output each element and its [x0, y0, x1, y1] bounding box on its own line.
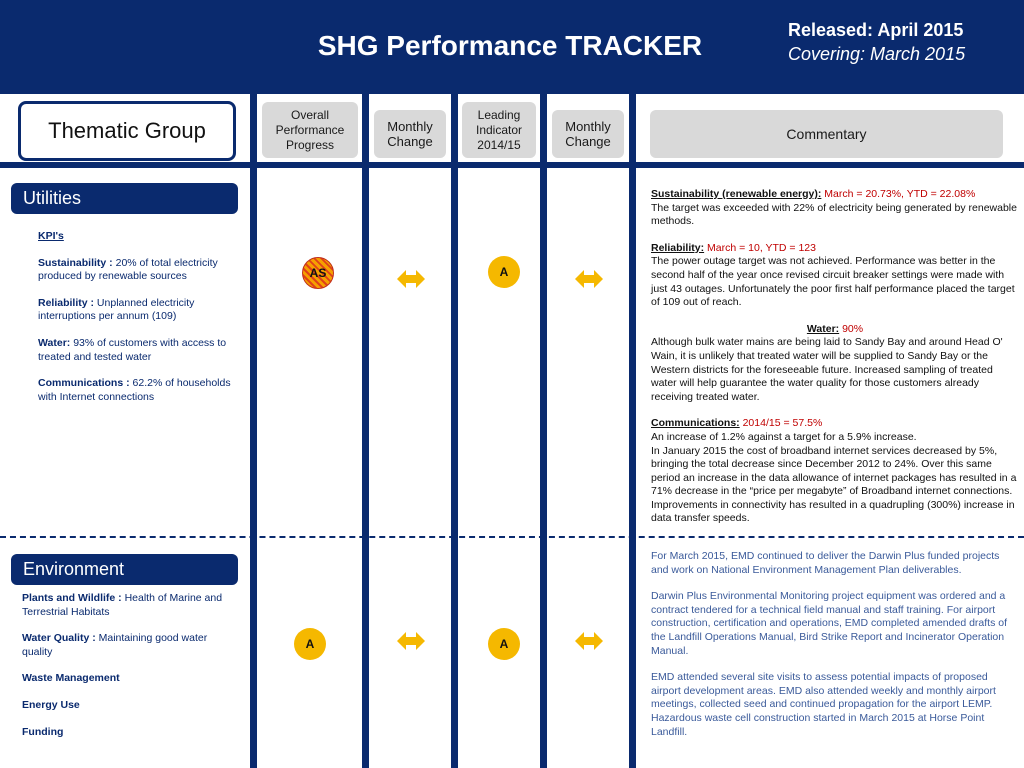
leading-status-indicator: A — [488, 256, 520, 288]
column-divider — [629, 94, 636, 768]
environment-label: Environment — [11, 554, 238, 585]
utilities-commentary: Sustainability (renewable energy): March = 20.73%, YTD = 22.08% The target was exceeded with 22% of electricity being generated by renewable methods. Reliability: March = 10, YTD = 123 The power outage target was not achieved. Performance was better in the second half of the year once revised circuit breaker settings were made with just 43 outages. Unfortunately the poor first half performance placed the target of 109 out of reach. Water: 90% Although bulk water mains are being laid to Sandy Bay and around Head O' Wain, it is unlikely that treated water will be supplied to Sandy Bay or the Western districts for the foreseeable future. Increased sampling of treated water will help guarantee the water quality for those customers already receiving treated water. Communications: 2014/15 = 57.5% An increase of 1.2% against a target for a 5.9% increase. In January 2015 the cost of broadband internet services decreased by 5%, bringing the total decrease since December 2012 to 24%. Over this same period an increase in the data allowance of internet packages has resulted in a 71% decrease in the “price per megabyte” of Broadband internet connections. Improvements in connectivity has resulted in a quadrupling (300%) increase in data transfer speeds. — [651, 188, 1017, 525]
overall-progress-header: Overall Performance Progress — [262, 102, 358, 158]
kpi-item: Reliability : Unplanned electricity interruptions per annum (109) — [38, 296, 195, 323]
column-divider — [451, 94, 458, 768]
overall-status-indicator: AS — [302, 257, 334, 289]
leading-indicator-header: Leading Indicator 2014/15 — [462, 102, 536, 158]
kpi-item: Sustainability : 20% of total electricity produced by renewable sources — [38, 256, 218, 283]
overall-status-indicator: A — [294, 628, 326, 660]
column-divider — [362, 94, 369, 768]
environment-kpi-list — [22, 592, 232, 739]
utilities-kpi-list — [38, 230, 238, 404]
column-divider — [540, 94, 547, 768]
kpi-item: Energy Use — [22, 698, 80, 711]
double-arrow-icon — [575, 630, 603, 652]
page-title: SHG Performance TRACKER — [317, 30, 703, 61]
leading-status-indicator: A — [488, 628, 520, 660]
kpi-item: Waste Management — [22, 672, 120, 685]
released-date: Released: April 2015 — [788, 20, 964, 40]
section-divider — [0, 536, 1024, 538]
thematic-group-header: Thematic Group — [18, 101, 236, 161]
environment-commentary: For March 2015, EMD continued to deliver the Darwin Plus funded projects and work on National Environment Management Plan deliverables. Darwin Plus Environmental Monitoring project equipment was ordered and a contract tendered for a technical field manual and staff training. For airport construction, certification and operations, EMD completed amended drafts of the Landfill Operations Manual, Bird Strike Report and Incinerator Operation Manual. EMD attended several site visits to assess potential impacts of proposed airport development areas. EMD also attended weekly and monthly airport meetings, collected seed and continued propagation for the airport LEMP. Hazardous waste cell construction started in March 2015 at Horse Point Landfill. — [651, 550, 1008, 738]
kpi-item: Water Quality : Maintaining good water quality — [22, 632, 208, 658]
kpi-item: Plants and Wildlife : Health of Marine and Terrestrial Habitats — [22, 592, 223, 618]
commentary-header: Commentary — [650, 110, 1003, 158]
monthly-change-header: Monthly Change — [552, 110, 624, 158]
monthly-change-header: Monthly Change — [374, 110, 446, 158]
kpi-item: Funding — [22, 725, 64, 738]
kpi-heading: KPI's — [38, 230, 64, 242]
double-arrow-icon — [397, 268, 425, 290]
utilities-label: Utilities — [11, 183, 238, 214]
double-arrow-icon — [575, 268, 603, 290]
covering-period: Covering: March 2015 — [788, 44, 966, 64]
column-divider — [250, 94, 257, 768]
kpi-item: Communications : 62.2% of households with Internet connections — [38, 377, 231, 403]
header-divider — [0, 162, 1024, 168]
double-arrow-icon — [397, 630, 425, 652]
kpi-item: Water: 93% of customers with access to treated and tested water — [38, 336, 227, 363]
